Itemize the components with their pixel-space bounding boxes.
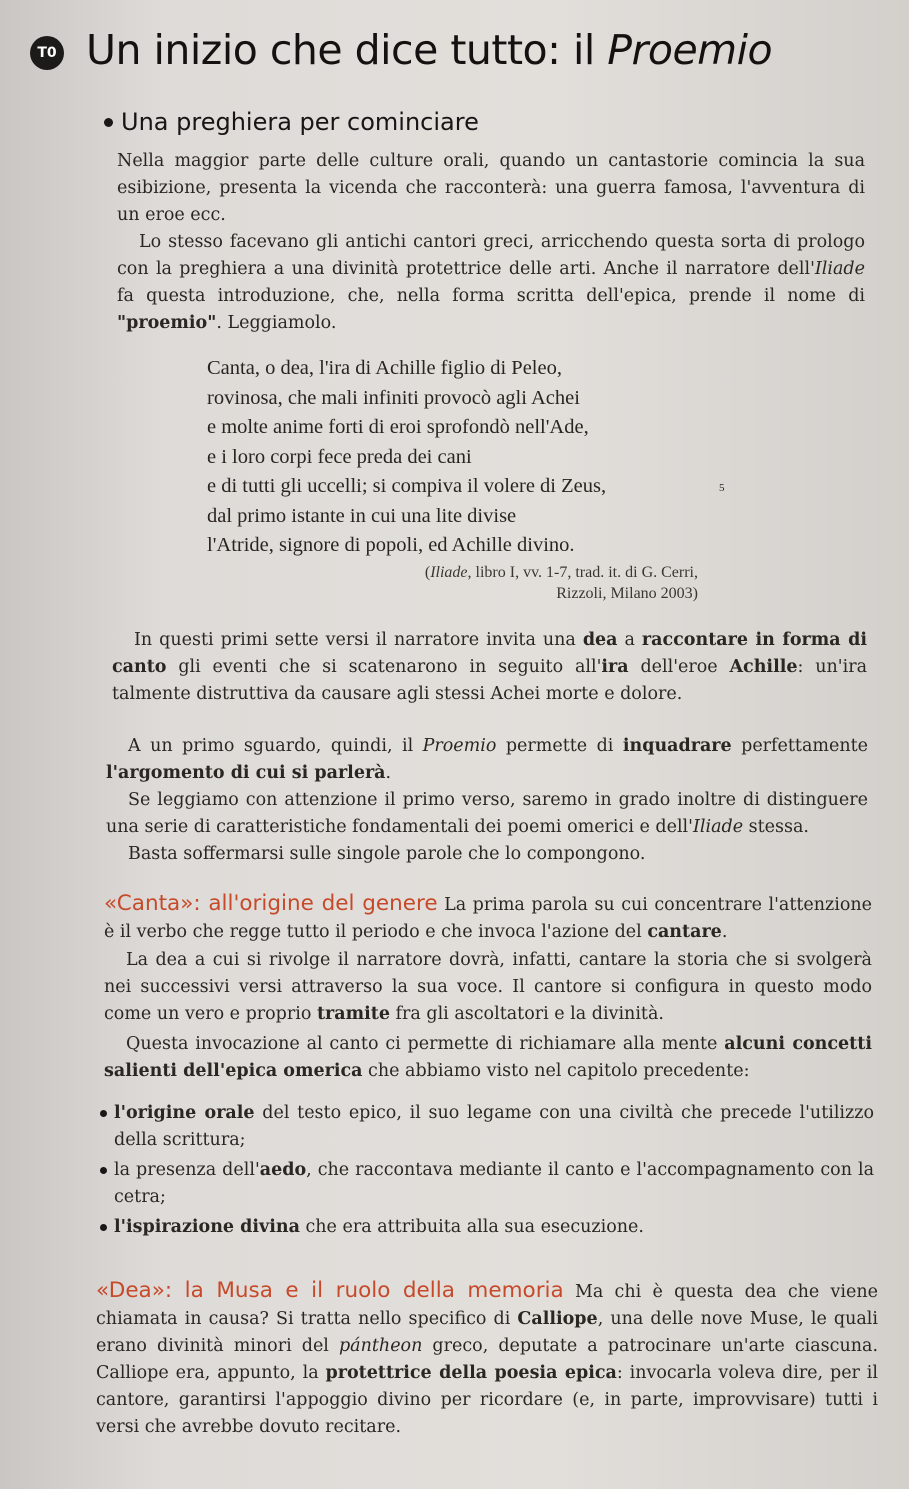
bullet-icon: [104, 118, 113, 127]
analysis-paragraph-3: Se leggiamo con attenzione il primo verso, saremo in grado inoltre di distinguere una serie di caratteristiche fondamentali dei poemi omerici e dell'Iliade stessa.: [106, 790, 868, 837]
poem-line: Canta, o dea, l'ira di Achille figlio di Peleo,: [207, 357, 562, 379]
poem-line: e di tutti gli uccelli; si compiva il volere di Zeus, 5: [207, 472, 606, 502]
section-badge: T0: [30, 36, 64, 70]
bullet-icon: [100, 1110, 107, 1117]
concepts-list: [104, 1100, 874, 1244]
poem-line: e molte anime forti di eroi sprofondò nell'Ade,: [207, 416, 589, 438]
analysis-paragraph-2: A un primo sguardo, quindi, il Proemio permette di inquadrare perfettamente l'argomento di cui si parlerà.: [106, 736, 868, 783]
poem-line: e i loro corpi fece preda dei cani: [207, 445, 472, 468]
list-item: la presenza dell'aedo, che raccontava mediante il canto e l'accompagnamento con la cetra;: [104, 1157, 874, 1211]
analysis-paragraph-1: In questi primi sette versi il narratore invita una dea a raccontare in forma di canto gli eventi che si scatenarono in seguito all'ira dell'eroe Achille: un'ira talmente distruttiva da causare agli stessi Achei morte e dolore.: [112, 630, 867, 704]
subheading: [104, 108, 479, 136]
canta-paragraph-1: «Canta»: all'origine del genere La prima parola su cui concentrare l'attenzione è il verbo che regge tutto il periodo e che invoca l'azione del cantare.: [104, 891, 872, 942]
poem-quote: [207, 354, 725, 561]
intro-paragraph-2: Lo stesso facevano gli antichi cantori greci, arricchendo questa sorta di prologo con la preghiera a una divinità protettrice delle arti. Anche il narratore dell'Iliade fa questa introduzione, che, nella forma scritta dell'epica, prende il nome di "proemio". Leggiamolo.: [117, 232, 865, 333]
line-number: 5: [719, 482, 725, 494]
dea-paragraph: «Dea»: la Musa e il ruolo della memoria Ma chi è questa dea che viene chiamata in causa? Si tratta nello specifico di Calliope, una delle nove Muse, le quali erano divinità minori del pántheon greco, deputate a patrocinare un'arte ciascuna. Calliope era, appunto, la protettrice della poesia epica: invocarla voleva dire, per il cantore, garantirsi l'appoggio divino per ricordare (e, in parte, improvvisare) tutti i versi che avrebbe dovuto recitare.: [96, 1278, 879, 1437]
poem-line: dal primo istante in cui una lite divise: [207, 504, 517, 527]
poem-line: l'Atride, signore di popoli, ed Achille divino.: [207, 534, 575, 556]
poem-source: (Iliade, libro I, vv. 1-7, trad. it. di G. Cerri, Rizzoli, Milano 2003): [424, 564, 698, 602]
canta-paragraph-2: La dea a cui si rivolge il narratore dovrà, infatti, cantare la storia che si svolgerà nei successivi versi attraverso la sua voce. Il cantore si configura in questo modo come un vero e proprio tramite fra gli ascoltatori e la divinità.: [104, 950, 872, 1024]
subheading-text: Una preghiera per cominciare: [121, 108, 479, 136]
title-row: [30, 26, 772, 74]
page-title: Un inizio che dice tutto: il Proemio: [86, 26, 773, 74]
bullet-icon: [100, 1224, 107, 1231]
intro-paragraph-1: Nella maggior parte delle culture orali, quando un cantastorie comincia la sua esibizione, presenta la vicenda che racconterà: una guerra famosa, l'avventura di un eroe ecc.: [117, 151, 865, 225]
canta-paragraph-3: Questa invocazione al canto ci permette di richiamare alla mente alcuni concetti salienti dell'epica omerica che abbiamo visto nel capitolo precedente:: [104, 1034, 872, 1081]
poem-line: rovinosa, che mali infiniti provocò agli Achei: [207, 386, 580, 409]
dea-heading: «Dea»: la Musa e il ruolo della memoria: [96, 1278, 564, 1303]
canta-heading: «Canta»: all'origine del genere: [104, 891, 438, 916]
analysis-paragraph-4: Basta soffermarsi sulle singole parole che lo compongono.: [128, 844, 646, 864]
bullet-icon: [100, 1167, 107, 1174]
list-item: l'ispirazione divina che era attribuita alla sua esecuzione.: [104, 1214, 874, 1241]
list-item: l'origine orale del testo epico, il suo legame con una civiltà che precede l'utilizzo della scrittura;: [104, 1100, 874, 1154]
